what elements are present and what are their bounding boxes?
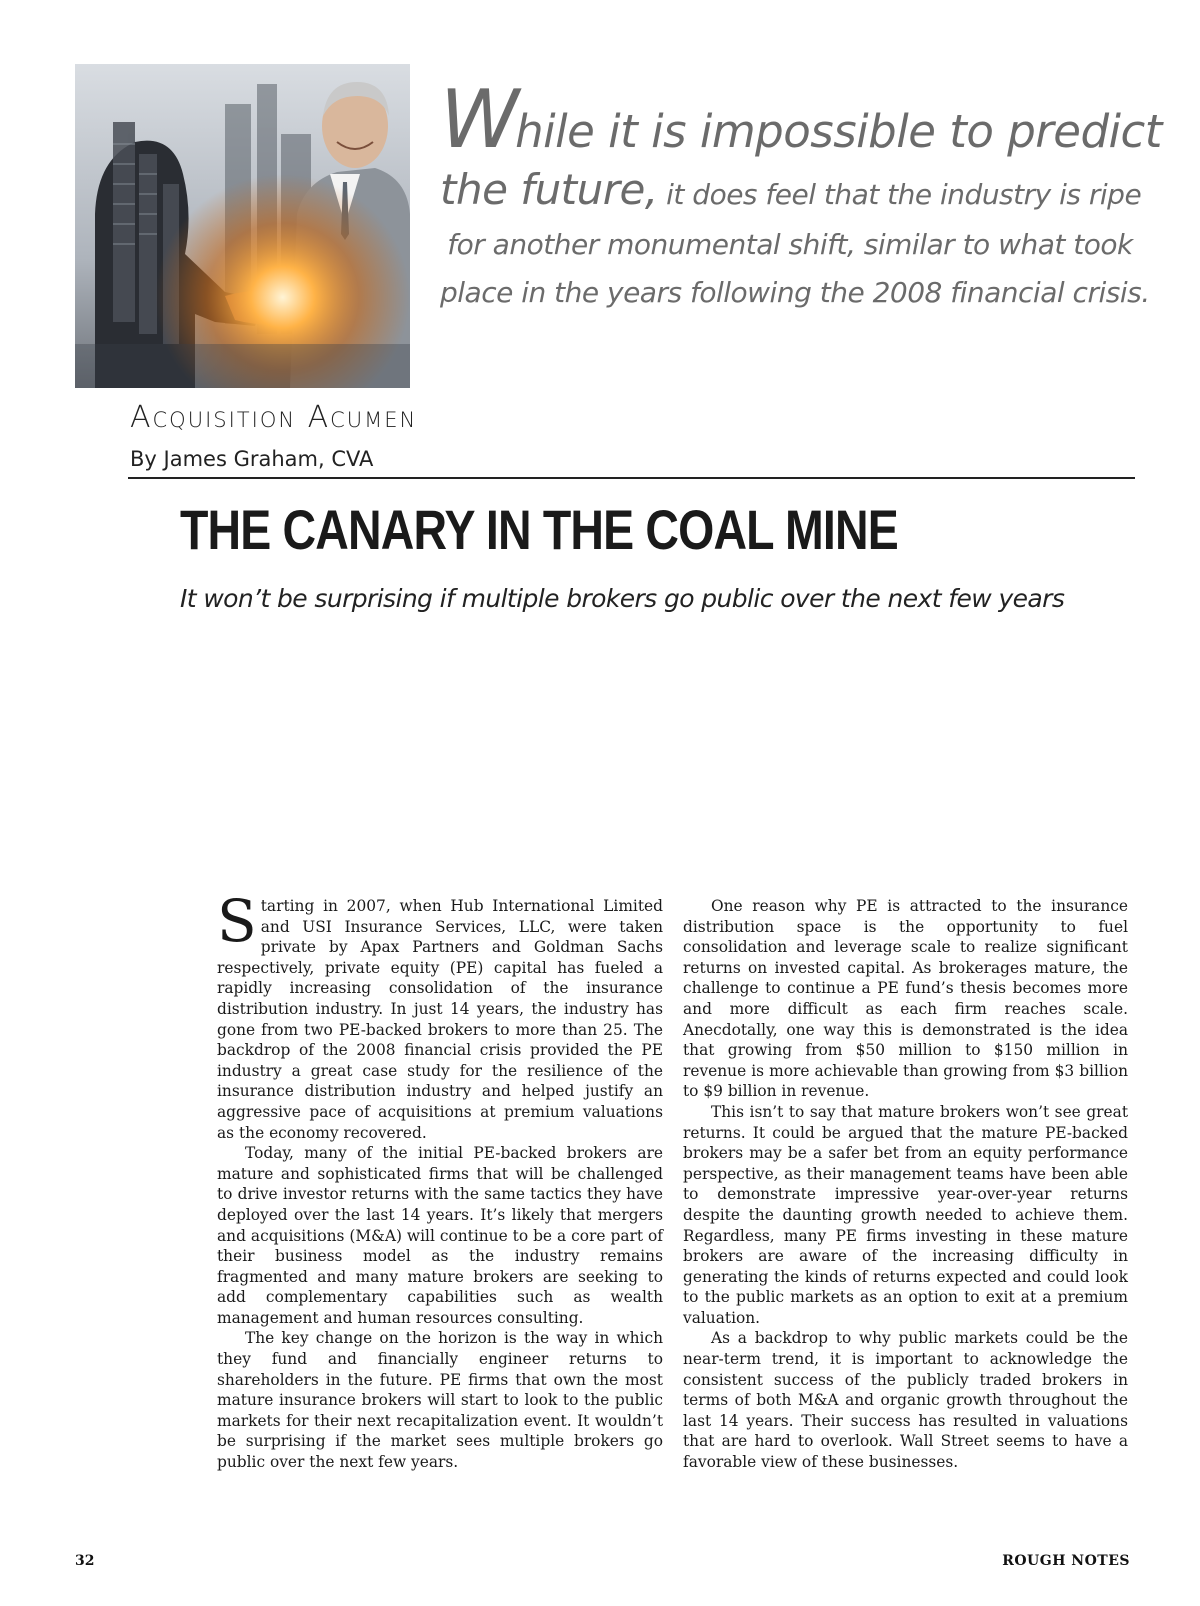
pull-quote-line-2-text: it does feel that the industry is ripe [657,178,1142,211]
pull-quote-dropcap: W [440,73,516,166]
body-dropcap: S [217,887,257,955]
page-number: 32 [75,1553,95,1569]
body-paragraph: The key change on the horizon is the way in which they fund and financially engineer returns to shareholders in the future. PE firms that own the most mature insurance brokers will start to look to the public markets for their next recapitalization event. It wouldn’t be surprising if the market sees multiple brokers go public over the next few years. [217,1329,663,1472]
body-paragraph-text: tarting in 2007, when Hub International Limited and USI Insurance Services, LLC, were taken private by Apax Partners and Goldman Sachs respectively, private equity (PE) capital has fueled a rapidly increasing consolidation of the insurance distribution industry. In just 14 years, the industry has gone from two PE-backed brokers to more than 25. The backdrop of the 2008 financial crisis provided the PE industry a great case study for the resilience of the insurance distribution industry and helped justify an aggressive pace of acquisitions at premium valuations as the economy recovered. [217,897,663,1142]
pull-quote-line-2 [440,164,1140,221]
body-paragraph: As a backdrop to why public markets could be the near-term trend, it is important to acknowledge the consistent success of the publicly traded brokers in terms of both M&A and organic growth throughout the last 14 years. Their success has resulted in valuations that are hard to overlook. Wall Street seems to have a favorable view of these businesses. [683,1329,1128,1472]
pull-quote-line-4: place in the years following the 2008 financial crisis. [440,276,1150,309]
deck: It won’t be surprising if multiple brokers go public over the next few years [180,584,1065,613]
body-paragraph: One reason why PE is attracted to the insurance distribution space is the opportunity to fuel consolidation and leverage scale to realize significant returns on invested capital. As brokerages mature, the challenge to continue a PE fund’s thesis becomes more and more difficult as each firm reaches scale. Anecdotally, one way this is demonstrated is the idea that growing from $50 million to $150 million in revenue is more achievable than growing from $3 billion to $9 billion in revenue. [683,897,1128,1101]
pull-quote-line-1 [440,73,1162,166]
handshake-photo [75,64,410,388]
body-paragraph: This isn’t to say that mature brokers won’t see great returns. It could be argued that the mature PE-backed brokers may be a safer bet from an equity performance perspective, as their management teams have been able to demonstrate impressive year-over-year returns despite the daunting growth needed to achieve them. Regardless, many PE firms investing in these mature brokers are aware of the increasing difficulty in generating the kinds of returns expected and could look to the public markets as an option to exit at a premium valuation. [683,1102,1128,1327]
pull-quote-line-3: for another monumental shift, similar to what took [447,228,1133,261]
body-paragraph: Today, many of the initial PE-backed brokers are mature and sophisticated firms that will be challenged to drive investor returns with the same tactics they have deployed over the last 14 years. It’s likely that mergers and acquisitions (M&A) will continue to be a core part of their business model as the industry remains fragmented and many mature brokers are seeking to add complementary capabilities such as wealth management and human resources consulting. [217,1144,663,1327]
magazine-name: ROUGH NOTES [1002,1553,1130,1569]
body-column-left [217,887,663,1473]
header-divider [128,477,1135,479]
pull-quote [440,73,1162,317]
pull-quote-emphasis: the future, [440,165,658,214]
pull-quote-line-1-text: hile it is impossible to predict [515,105,1162,158]
body-paragraph [217,887,663,1143]
column-name: Acquisition Acumen [130,400,418,435]
byline: By James Graham, CVA [130,447,374,471]
body-column-right [683,896,1128,1473]
headline: THE CANARY IN THE COAL MINE [180,498,898,561]
